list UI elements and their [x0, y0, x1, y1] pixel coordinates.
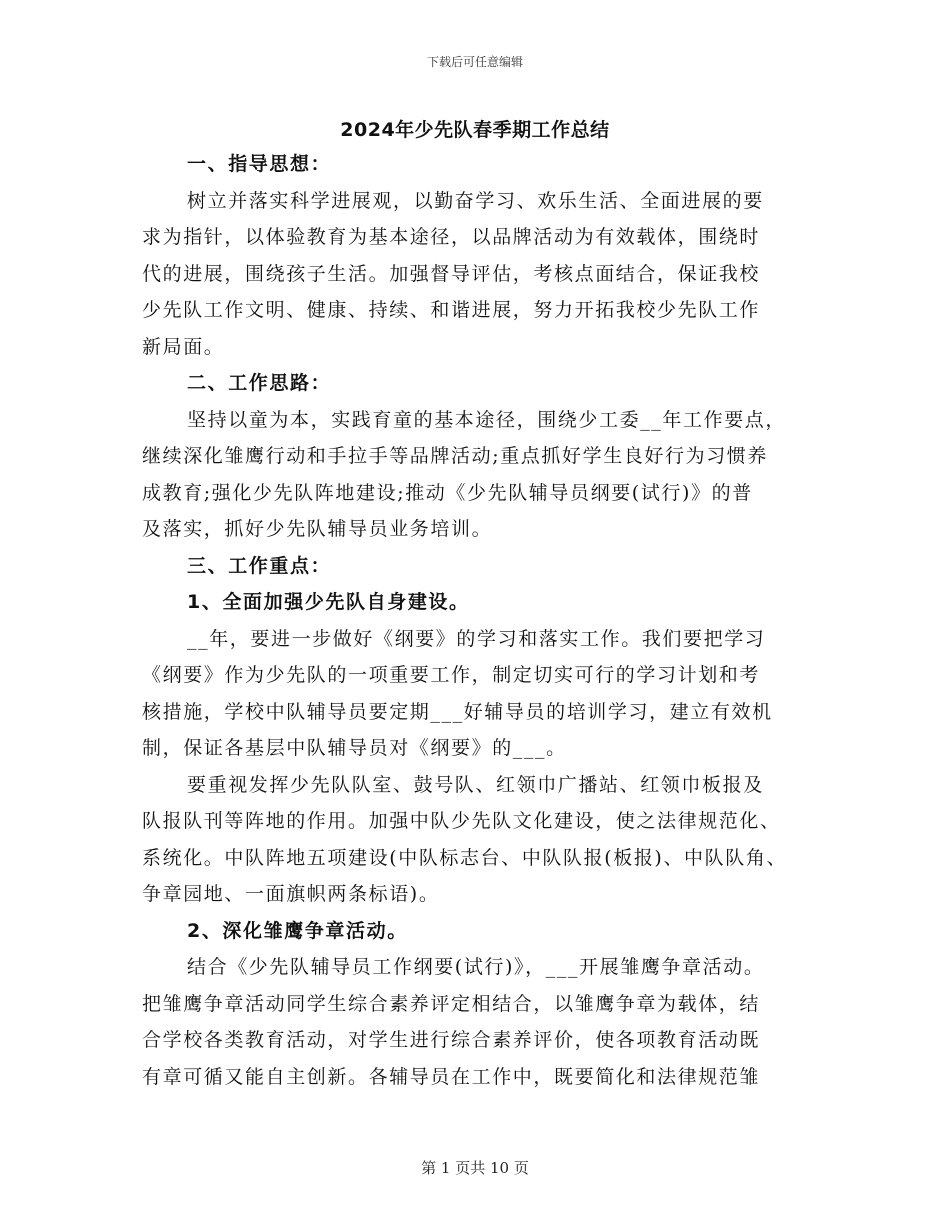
paragraph-line: 队报队刊等阵地的作用。加强中队少先队文化建设，使之法律规范化、: [142, 810, 781, 832]
document-body: [142, 146, 822, 1095]
paragraph-line: 代的进展，围绕孩子生活。加强督导评估，考核点面结合，保证我校: [142, 262, 761, 285]
section-heading-work-focus: 三、工作重点：: [187, 554, 332, 577]
paragraph-line: 把雏鹰争章活动同学生综合素养评定相结合，以雏鹰争章为载体，结: [142, 992, 761, 1015]
document-title: 2024年少先队春季期工作总结: [340, 119, 610, 141]
section-heading-work-approach: 二、工作思路：: [187, 372, 332, 394]
paragraph-line: 结合《少先队辅导员工作纲要(试行)》，___开展雏鹰争章活动。: [187, 956, 765, 978]
paragraph-line: 《纲要》作为少先队的一项重要工作，制定切实可行的学习计划和考: [142, 664, 761, 686]
paragraph-line: 新局面。: [142, 335, 225, 358]
paragraph-line: 合学校各类教育活动，对学生进行综合素养评价，使各项教育活动既: [142, 1029, 761, 1051]
paragraph-line: 要重视发挥少先队队室、鼓号队、红领巾广播站、红领巾板报及: [187, 773, 764, 796]
subsection-heading-eagle-badge: 2、深化雏鹰争章活动。: [187, 919, 408, 942]
paragraph-line: __年，要进一步做好《纲要》的学习和落实工作。我们要把学习: [187, 627, 766, 650]
page-header-note: 下载后可任意编辑: [426, 55, 523, 69]
paragraph-line: 系统化。中队阵地五项建设(中队标志台、中队队报(板报)、中队队角、: [142, 846, 788, 869]
paragraph-line: 成教育;强化少先队阵地建设;推动《少先队辅导员纲要(试行)》的普: [142, 481, 753, 504]
paragraph-line: 核措施，学校中队辅导员要定期___好辅导员的培训学习，建立有效机: [142, 700, 773, 723]
paragraph-line: 有章可循又能自主创新。各辅导员在工作中，既要简化和法律规范雏: [142, 1065, 761, 1088]
section-heading-guiding-ideology: 一、指导思想：: [187, 153, 332, 175]
page-footer-pagination: 第 1 页共 10 页: [421, 1159, 529, 1177]
subsection-heading-self-building: 1、全面加强少先队自身建设。: [187, 591, 470, 613]
paragraph-line: 树立并落实科学进展观，以勤奋学习、欢乐生活、全面进展的要: [187, 189, 764, 212]
paragraph-line: 少先队工作文明、健康、持续、和谐进展，努力开拓我校少先队工作: [142, 299, 761, 321]
paragraph-line: 求为指针，以体验教育为基本途径，以品牌活动为有效载体，围绕时: [142, 226, 761, 248]
paragraph-line: 坚持以童为本，实践育童的基本途径，围绕少工委__年工作要点，: [187, 408, 787, 431]
paragraph-line: 继续深化雏鹰行动和手拉手等品牌活动;重点抓好学生良好行为习惯养: [142, 445, 769, 467]
paragraph-line: 制，保证各基层中队辅导员对《纲要》的___。: [142, 737, 567, 759]
paragraph-line: 及落实，抓好少先队辅导员业务培训。: [142, 518, 493, 540]
paragraph-line: 争章园地、一面旗帜两条标语)。: [142, 883, 440, 905]
